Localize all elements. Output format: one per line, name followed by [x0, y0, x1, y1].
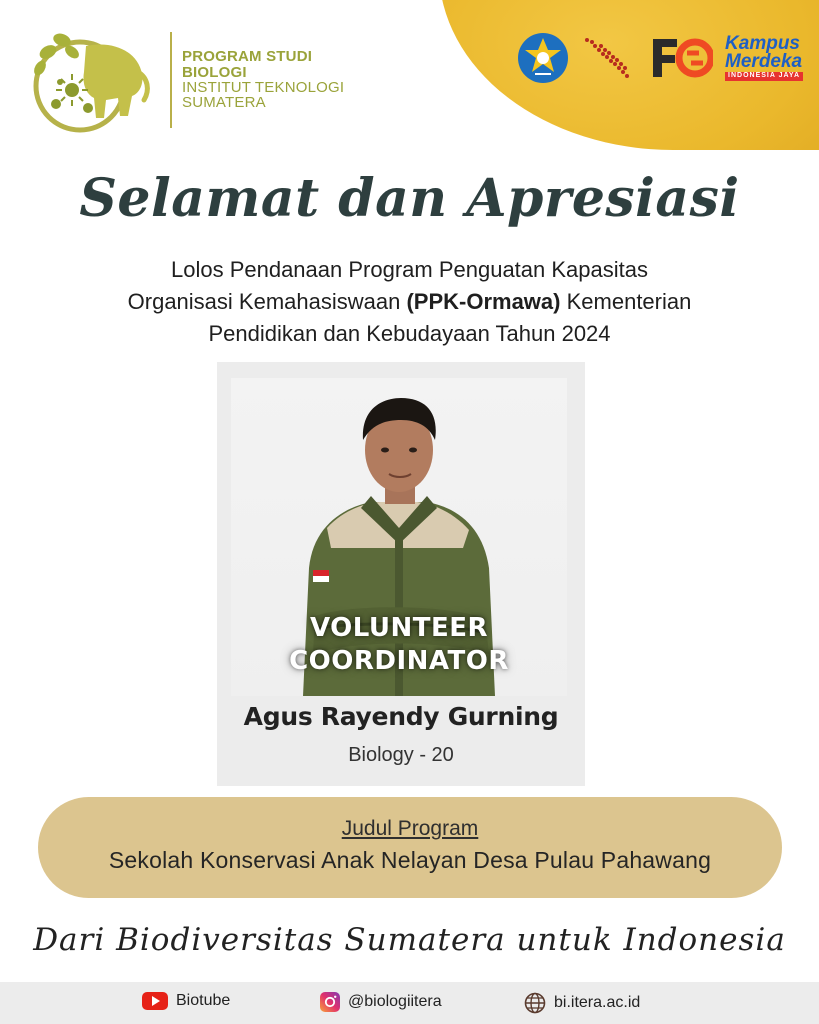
page-subtitle: [40, 254, 779, 350]
subtitle-line-2a: Organisasi Kemahasiswaan: [127, 288, 407, 314]
subtitle-line-2: [40, 286, 779, 318]
kampus-merdeka-logo: [725, 35, 803, 80]
sumatera-map-icon: [581, 32, 637, 84]
role-line-1: VOLUNTEER: [309, 613, 489, 643]
profile-photo: [231, 378, 567, 696]
partner-logos: [517, 32, 803, 84]
subtitle-line-3: Pendidikan dan Kebudayaan Tahun 2024: [208, 320, 611, 346]
logo-divider: [170, 32, 172, 128]
program-pill: [38, 797, 782, 898]
program-label: Judul Program: [341, 817, 479, 840]
profile-card: [217, 362, 585, 786]
kampus-merdeka-line-3: INDONESIA JAYA: [725, 72, 803, 80]
subtitle-line-2c: Kementerian: [560, 288, 692, 314]
footer-website[interactable]: [524, 992, 640, 1014]
instagram-icon: [320, 992, 340, 1012]
logo-line-1: PROGRAM STUDI: [182, 48, 313, 66]
program-logo-text: [182, 49, 344, 110]
role-label: [231, 612, 567, 679]
logo-line-3: INSTITUT TEKNOLOGI: [182, 79, 345, 96]
tut-wuri-handayani-icon: [517, 32, 569, 84]
biology-elephant-logo-icon: [26, 24, 156, 136]
footer-youtube[interactable]: [142, 992, 230, 1010]
subtitle-line-1: Lolos Pendanaan Program Penguatan Kapasitas: [170, 257, 648, 282]
kampus-merdeka-line-1: Kampus: [725, 33, 800, 55]
person-name: Agus Rayendy Gurning: [243, 702, 559, 731]
globe-icon: [524, 992, 546, 1014]
footer-instagram[interactable]: [320, 992, 442, 1012]
person-cohort: Biology - 20: [348, 744, 454, 766]
footer: [0, 982, 819, 1024]
youtube-icon: [142, 992, 168, 1010]
kampus-merdeka-line-2: Merdeka: [725, 50, 803, 72]
instagram-label: @biologiitera: [348, 993, 442, 1010]
program-logo: [26, 24, 344, 136]
youtube-label: Biotube: [176, 992, 231, 1009]
website-label: bi.itera.ac.id: [554, 994, 641, 1011]
program-title: Sekolah Konservasi Anak Nelayan Desa Pulau Pahawang: [108, 847, 712, 873]
fs-logo-icon: [649, 35, 713, 81]
role-line-2: COORDINATOR: [289, 646, 509, 677]
logo-line-2: BIOLOGI: [182, 63, 247, 81]
logo-line-4: SUMATERA: [182, 94, 266, 112]
subtitle-ppk-ormawa: (PPK-Ormawa): [406, 288, 561, 314]
page-title: Selamat dan Apresiasi: [79, 168, 740, 229]
tagline: Dari Biodiversitas Sumatera untuk Indonesia: [33, 922, 786, 958]
